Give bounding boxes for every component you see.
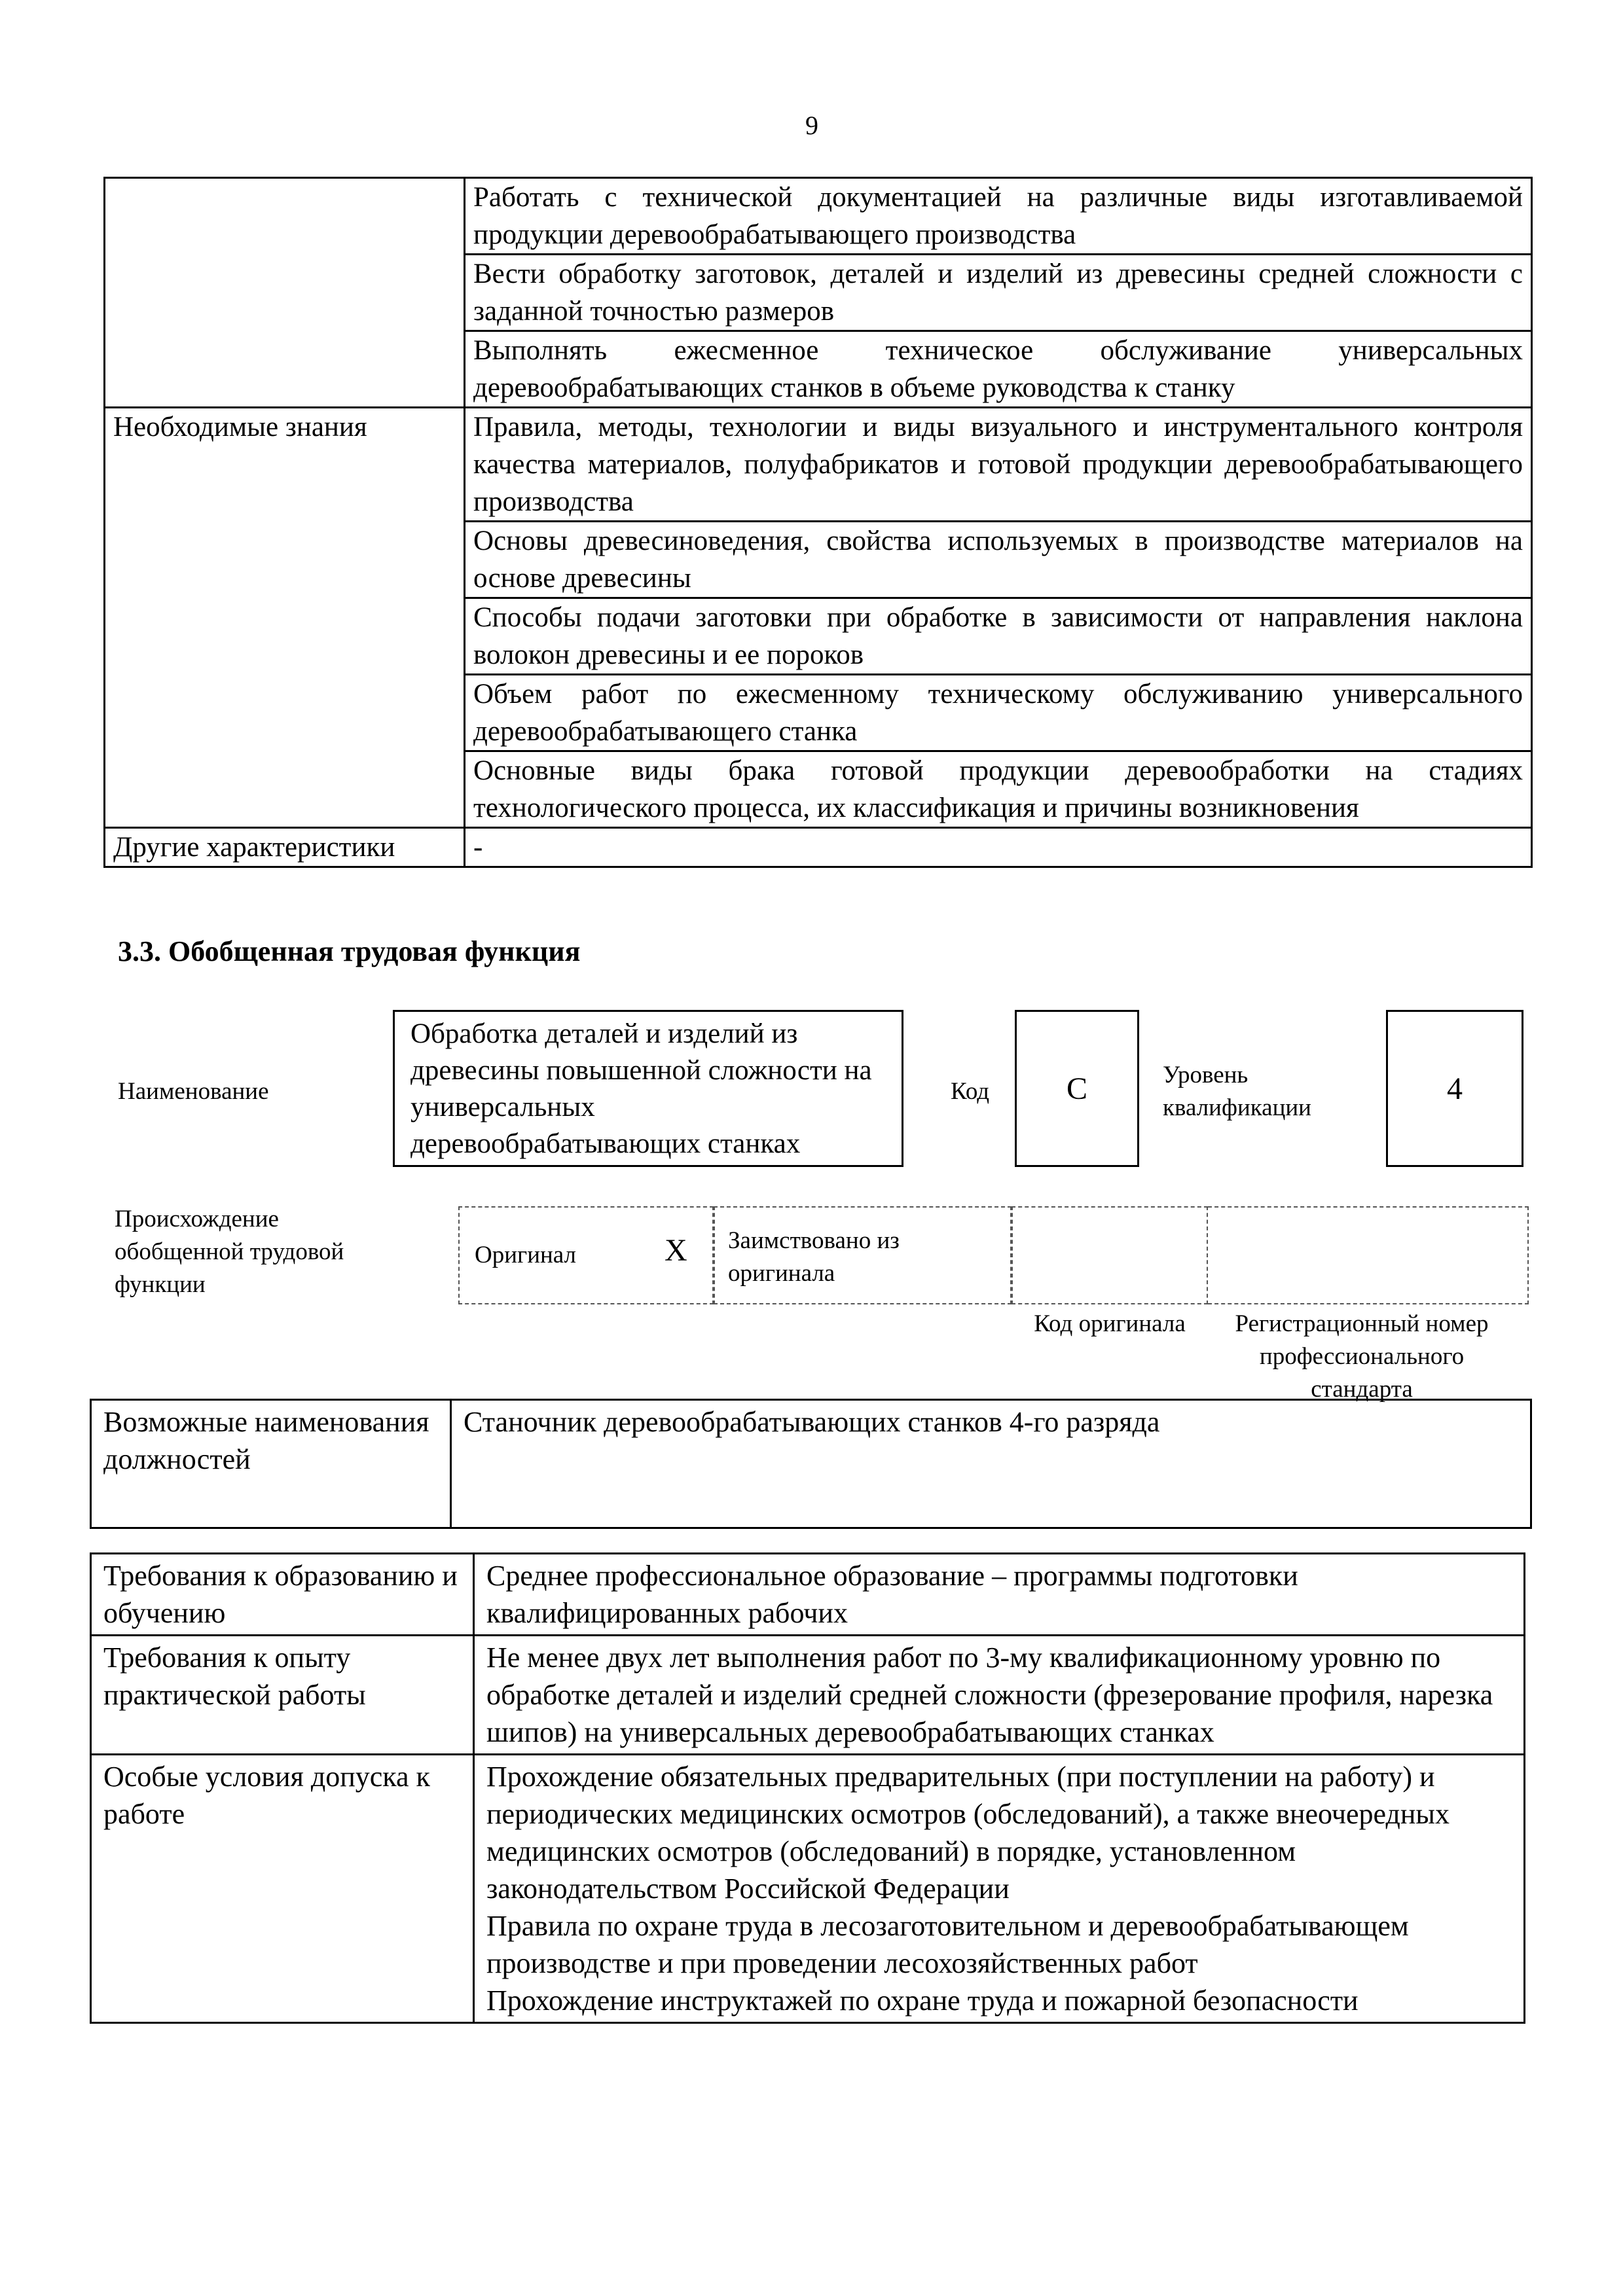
admission-line: Правила по охране труда в лесозаготовительном и деревообрабатывающем производстве и при проведении лесохозяйственных работ bbox=[486, 1910, 1409, 1979]
education-label: Требования к образованию и обучению bbox=[91, 1554, 474, 1636]
page-number: 9 bbox=[805, 111, 818, 140]
table-row bbox=[91, 1554, 1525, 1636]
knowledge-item: Объем работ по ежесменному техническому обслуживанию универсального деревообрабатывающего станка bbox=[465, 675, 1532, 751]
code-value-box: C bbox=[1015, 1010, 1139, 1167]
knowledge-item: Основные виды брака готовой продукции деревообработки на стадиях технологического процесса, их классификация и причины возникновения bbox=[465, 751, 1532, 828]
admission-values bbox=[474, 1755, 1525, 2023]
knowledge-item: Правила, методы, технологии и виды визуального и инструментального контроля качества материалов, полуфабрикатов и готовой продукции деревообрабатывающего производства bbox=[465, 408, 1532, 522]
row-label bbox=[105, 178, 465, 408]
skill-item: Выполнять ежесменное техническое обслуживание универсальных деревообрабатывающих станков в объеме руководства к станку bbox=[465, 331, 1532, 408]
reg-number-caption: Регистрационный номер профессионального стандарта bbox=[1235, 1310, 1489, 1403]
admission-label: Особые условия допуска к работе bbox=[91, 1755, 474, 2023]
knowledge-item: Основы древесиноведения, свойства используемых в производстве материалов на основе древесины bbox=[465, 522, 1532, 598]
code-label: Код bbox=[951, 1078, 990, 1105]
skills-knowledge-table bbox=[103, 177, 1533, 868]
skill-item: Вести обработку заготовок, деталей и изделий из древесины средней сложности с заданной точностью размеров bbox=[465, 255, 1532, 331]
level-label: Уровень квалификации bbox=[1163, 1062, 1311, 1121]
level-value-box: 4 bbox=[1386, 1010, 1523, 1167]
table-row bbox=[91, 1636, 1525, 1755]
table-row bbox=[105, 408, 1532, 522]
reg-number-cell bbox=[1208, 1206, 1529, 1304]
experience-label: Требования к опыту практической работы bbox=[91, 1636, 474, 1755]
education-value: Среднее профессиональное образование – программы подготовки квалифицированных рабочих bbox=[474, 1554, 1525, 1636]
admission-line: Прохождение обязательных предварительных (при поступлении на работу) и периодических медицинских осмотров (обследований), а также внеочередных медицинских осмотров (обследований) в порядке, установленном законодательством Российской Федерации bbox=[486, 1761, 1450, 1905]
experience-value: Не менее двух лет выполнения работ по 3-му квалификационному уровню по обработке деталей и изделий средней сложности (фрезерование профиля, нарезка шипов) на универсальных деревообрабатывающих станках bbox=[474, 1636, 1525, 1755]
other-item: - bbox=[465, 828, 1532, 867]
function-name-box: Обработка деталей и изделий из древесины повышенной сложности на универсальных деревообрабатывающих станках bbox=[393, 1010, 903, 1167]
table-row bbox=[105, 178, 1532, 255]
knowledge-item: Способы подачи заготовки при обработке в зависимости от направления наклона волокон древесины и ее пороков bbox=[465, 598, 1532, 675]
requirements-table bbox=[90, 1552, 1525, 2024]
row-label-other: Другие характеристики bbox=[105, 828, 465, 867]
row-label-knowledge: Необходимые знания bbox=[105, 408, 465, 828]
positions-label: Возможные наименования должностей bbox=[91, 1400, 451, 1528]
table-row bbox=[105, 828, 1532, 867]
table-row bbox=[91, 1755, 1525, 2023]
code-original-cell bbox=[1012, 1206, 1208, 1304]
admission-line: Прохождение инструктажей по охране труда и пожарной безопасности bbox=[486, 1984, 1359, 2017]
origin-label: Происхождение обобщенной трудовой функции bbox=[115, 1206, 344, 1298]
positions-value: Станочник деревообрабатывающих станков 4-го разряда bbox=[451, 1400, 1531, 1528]
table-row bbox=[91, 1400, 1531, 1528]
section-heading: 3.3. Обобщенная трудовая функция bbox=[118, 935, 581, 967]
code-original-caption: Код оригинала bbox=[1034, 1310, 1186, 1337]
original-mark: X bbox=[665, 1233, 687, 1268]
name-label: Наименование bbox=[118, 1078, 269, 1105]
borrowed-label: Заимствовано из оригинала bbox=[728, 1227, 900, 1287]
skill-item: Работать с технической документацией на различные виды изготавливаемой продукции деревообрабатывающего производства bbox=[465, 178, 1532, 255]
original-label: Оригинал bbox=[475, 1242, 577, 1268]
positions-table bbox=[90, 1399, 1532, 1529]
